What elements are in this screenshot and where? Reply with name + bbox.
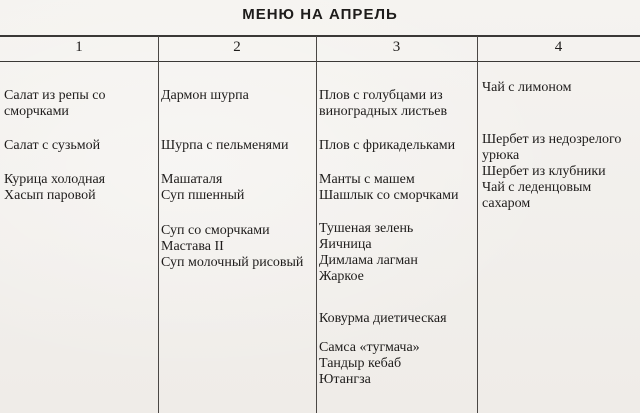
- dish-col4-4: Чай с леденцовым сахаром: [482, 180, 592, 211]
- column-header-2: 2: [233, 39, 241, 55]
- dish-col2-7: Суп молочный рисовый: [161, 255, 304, 270]
- dish-col1-2: Салат с сузьмой: [4, 138, 101, 153]
- dish-col3-1: Плов с голубцами из виноградных листьев: [319, 88, 448, 119]
- dish-col4-3: Шербет из клубники: [482, 164, 606, 179]
- page-title: МЕНЮ НА АПРЕЛЬ: [242, 6, 398, 23]
- dish-col1-3: Курица холодная: [4, 172, 106, 187]
- dish-col3-5: Тушеная зелень: [319, 221, 414, 236]
- column-divider-2: [316, 36, 317, 413]
- dish-col3-9: Ковурма диетическая: [319, 311, 447, 326]
- dish-col4-1: Чай с лимоном: [482, 80, 572, 95]
- dish-col3-7: Димлама лагман: [319, 253, 418, 268]
- column-header-1: 1: [75, 39, 83, 55]
- dish-col4-2: Шербет из недозрелого урюка: [482, 132, 622, 163]
- column-header-3: 3: [392, 39, 401, 55]
- table-top-rule: [0, 35, 640, 37]
- dish-col3-4: Шашлык со сморчками: [319, 188, 459, 203]
- dish-col2-2: Шурпа с пельменями: [161, 138, 289, 153]
- dish-col1-1: Салат из репы со сморчками: [4, 88, 106, 119]
- table-header-rule: [0, 61, 640, 62]
- dish-col1-4: Хасып паровой: [4, 188, 96, 203]
- dish-col2-6: Мастава II: [161, 239, 224, 254]
- column-divider-1: [158, 36, 159, 413]
- column-header-4: 4: [554, 39, 563, 55]
- dish-col3-8: Жаркое: [319, 269, 364, 284]
- dish-col2-5: Суп со сморчками: [161, 223, 270, 238]
- dish-col3-2: Плов с фрикадельками: [319, 138, 456, 153]
- dish-col3-11: Тандыр кебаб: [319, 356, 402, 371]
- dish-col3-12: Ютангза: [319, 372, 371, 387]
- dish-col2-1: Дармон шурпа: [161, 88, 249, 103]
- dish-col3-6: Яичница: [319, 237, 372, 252]
- dish-col2-4: Суп пшенный: [161, 188, 245, 203]
- dish-col3-3: Манты с машем: [319, 172, 415, 187]
- dish-col3-10: Самса «тугмача»: [319, 340, 420, 355]
- dish-col2-3: Машаталя: [161, 172, 223, 187]
- column-divider-3: [477, 36, 478, 413]
